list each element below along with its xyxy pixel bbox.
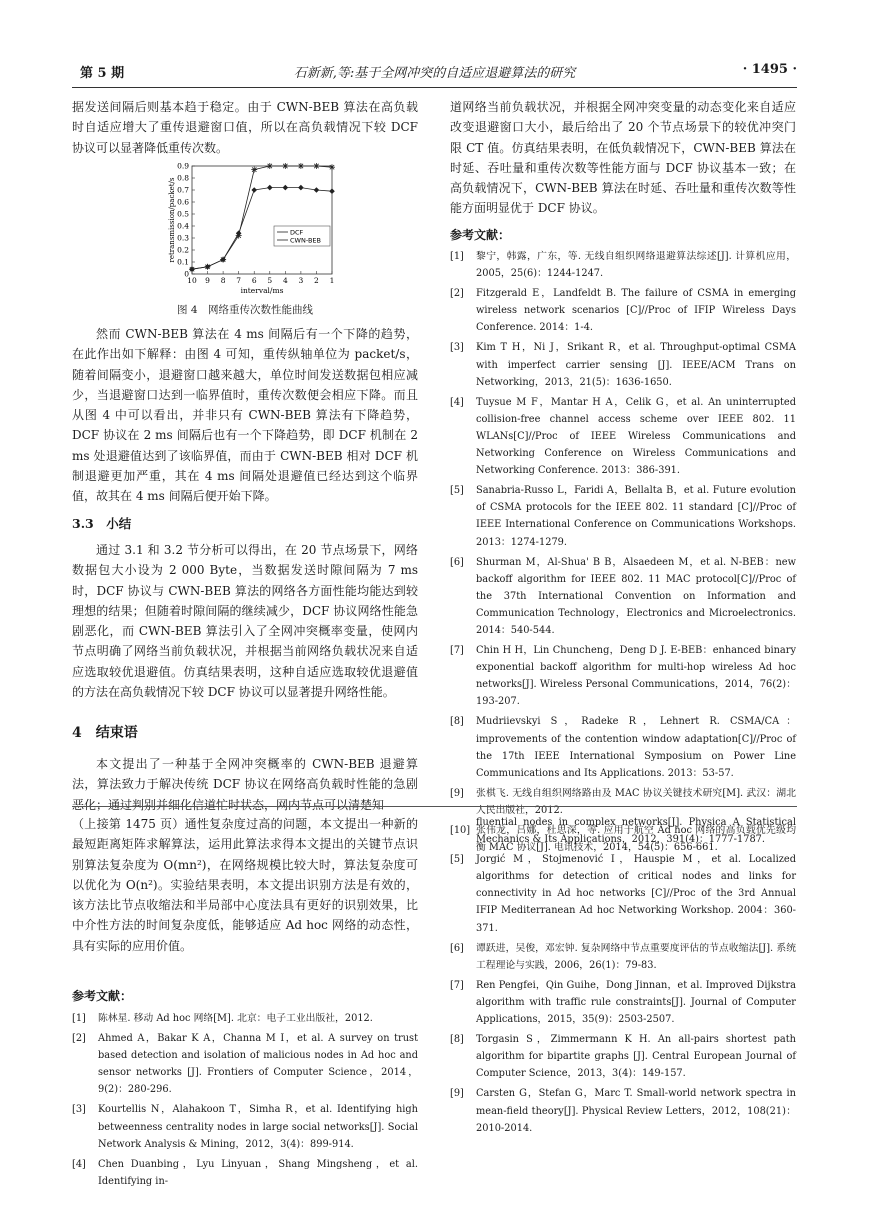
reference-number: [8]: [450, 1034, 464, 1046]
reference-number: [3]: [450, 342, 464, 354]
x-tick-label: 10: [187, 276, 197, 285]
reference-item: [450, 339, 796, 390]
reference-item: [450, 642, 796, 710]
y-tick-label: 0.1: [177, 257, 189, 267]
reference-number: [1]: [450, 251, 464, 262]
y-tick-label: 0.9: [177, 161, 189, 171]
cwn-beb-point: [267, 185, 273, 191]
cwn-beb-point: [251, 187, 257, 193]
dcf-point: [267, 163, 273, 169]
reference-text: Torgasin S，Zimmermann K H. An all-pairs shortest path algorithm for bipartite graphs [J]. Central European Journal of Computer Science，2013，3(4)：149-157.: [476, 1034, 796, 1080]
reference-item: [72, 1156, 418, 1190]
reference-number: [1]: [72, 1013, 86, 1024]
reference-item: [450, 554, 796, 639]
reference-text: Ahmed A，Bakar K A，Channa M I，et al. A survey on trust based detection and isolation of malicious nodes in Ad hoc and sensor networks [J]. Frontiers of Computer Science，2014，9(2)：280-296.: [98, 1033, 418, 1096]
reference-number: [9]: [450, 787, 464, 799]
reference-text: Carsten G，Stefan G，Marc T. Small-world network spectra in mean-field theory[J]. Physical Review Letters，2012，108(21)：2010-2014.: [476, 1088, 796, 1134]
reference-item: [450, 248, 796, 282]
reference-number: [5]: [450, 854, 464, 866]
reference-item: [450, 285, 796, 336]
y-tick-label: 0.4: [177, 221, 189, 231]
reference-text: Kim T H，Ni J，Srikant R，et al. Throughput-optimal CSMA with imperfect carrier sensing [J]. IEEE/ACM Trans on Networking，2013，21(5)：1636-1650.: [476, 342, 796, 388]
references-title: 参考文献：: [450, 228, 511, 242]
reference-text: Ren Pengfei，Qin Guihe，Dong Jinnan，et al. Improved Dijkstra algorithm with traffic rule constraints[J]. Journal of Computer Applications，2015，35(9)：2503-2507.: [476, 979, 796, 1026]
section-3-3-heading: 3.3 小结: [72, 516, 132, 531]
y-tick-label: 0.7: [177, 185, 189, 195]
reference-item: [450, 977, 796, 1028]
reference-number: [3]: [72, 1104, 86, 1116]
reference-text: Chin H H，Lin Chuncheng，Deng D J. E-BEB：enhanced binary exponential backoff algorithm for multi-hop wireless Ad hoc networks[J]. Wireless Personal Communications，2014，76(2)：193-207.: [476, 645, 796, 708]
x-tick-label: 9: [205, 276, 210, 285]
references-list: [450, 248, 796, 859]
reference-number: [7]: [450, 645, 464, 657]
series-line-dcf: [192, 166, 332, 269]
reference-number: [10]: [450, 825, 471, 836]
legend-label: CWN-BEB: [290, 236, 321, 245]
right-paragraph-1: 道网络当前负载状况，并根据全网冲突变量的动态变化来自适应改变退避窗口大小，最后给出了 20 个节点场景下的较优冲突门限 CT 值。仿真结果表明，在低负载情况下，CWN-BEB 算法在时延、吞吐量和重传次数等性能方面与 DCF 协议基本一致；在高负载情况下，CWN-BEB 算法在时延、吞吐量和重传次数等性能方面明显优于 DCF 协议。: [450, 100, 796, 216]
figure-caption: 图 4 网络重传次数性能曲线: [176, 304, 314, 316]
cwn-beb-point: [329, 188, 335, 194]
x-tick-label: 5: [267, 276, 273, 285]
reference-item: [450, 1031, 796, 1082]
reference-number: [5]: [450, 485, 464, 497]
x-tick-label: 1: [329, 276, 335, 285]
reference-text: Fitzgerald E，Landfeldt B. The failure of CSMA in emerging wireless network scenarios [C]//Proc of IFIP Wireless Days Conference. 2014：1-4.: [476, 288, 796, 334]
reference-item: [450, 814, 796, 848]
reference-item: [450, 713, 796, 781]
section-4-heading: 4 结束语: [72, 725, 138, 741]
x-tick-label: 4: [282, 276, 288, 285]
x-tick-label: 2: [314, 276, 319, 285]
article-divider: [72, 806, 797, 807]
reference-number: [6]: [450, 556, 464, 568]
x-tick-label: 7: [236, 276, 242, 285]
reference-text: 谭跃进，吴俊，邓宏钟. 复杂网络中节点重要度评估的节点收缩法[J]. 系统工程理论与实践，2006，26(1)：79-83.: [476, 942, 796, 971]
page-number: · 1495 ·: [742, 62, 797, 77]
reference-text: Shurman M，Al-Shua' B B，Alsaedeen M，et al. N-BEB：new backoff algorithm for IEEE 802. 11 MAC protocol[C]//Proc of the 37th International Convention on Information and Communication Technology，Electronics and Microelectronics. 2014：540-544.: [476, 556, 796, 636]
references-list-3: [450, 814, 796, 1140]
page-header: [72, 62, 797, 84]
continued-paragraph: （上接第 1475 页）通性复杂度过高的问题，本文提出一种新的最短距离矩阵求解算法，运用此算法求得本文提出的关键节点识别算法复杂度为 O(mn²)，在网络规模比较大时，算法复杂度可以优化为 O(n²)。实验结果表明，本文提出识别方法是有效的，该方法比节点收缩法和半局部中心度法具有更好的识别效果，比中介性方法的时间复杂度低，能够适应 Ad hoc 网络的动态性，具有实际的应用价值。: [72, 817, 418, 953]
y-tick-label: 0.6: [177, 197, 189, 207]
legend-label: DCF: [290, 228, 304, 237]
reference-number: [9]: [450, 1088, 464, 1100]
dcf-point: [298, 163, 304, 169]
dcf-point: [329, 164, 335, 170]
reference-text: 陈林星. 移动 Ad hoc 网络[M]. 北京：电子工业出版社，2012.: [98, 1013, 373, 1024]
cwn-beb-point: [283, 185, 289, 191]
x-tick-label: 3: [298, 276, 304, 285]
reference-text: 张伟龙，吕娜，杜思深，等. 应用于航空 Ad hoc 网络的高负载优先级均衡 MAC 协议[J]. 电讯技术，2014，54(5)：656-661.: [476, 825, 796, 854]
cwn-beb-point: [298, 185, 304, 191]
left-paragraph-1: 据发送间隔后则基本趋于稳定。由于 CWN-BEB 算法在高负载时自适应增大了重传退避窗口值，所以在高负载情况下较 DCF 协议可以显著降低重传次数。: [72, 100, 418, 155]
y-axis-label: retransmission/packet/s: [168, 177, 176, 263]
reference-item: [450, 851, 796, 936]
reference-text: Sanabria-Russo L，Faridi A，Bellalta B，et al. Future evolution of CSMA protocols for the IEEE 802. 11 standard [C]//Proc of IEEE International Conference on Communications Workshops. 2013：1274-1279.: [476, 485, 796, 548]
reference-text: Mudriievskyi S，Radeke R，Lehnert R. CSMA/CA：improvements of the contention window adaptation[C]//Proc of the 17th IEEE International Symposium on Power Line Communications and Its Applications. 2013：53-57.: [476, 716, 796, 779]
y-tick-label: 0.3: [177, 233, 189, 243]
retransmission-chart: [170, 162, 340, 302]
reference-number: [2]: [450, 288, 464, 300]
reference-text: fluential nodes in complex networks[J]. Physica A Statistical Mechanics & Its Applications，2012，391(4)：1777-1787.: [476, 817, 796, 846]
x-tick-label: 8: [220, 276, 226, 285]
left-paragraph-2: 然而 CWN-BEB 算法在 4 ms 间隔后有一个下降的趋势，在此作出如下解释：由图 4 可知，重传纵轴单位为 packet/s，随着间隔变小，退避窗口越来越大，单位时间发送数据包相应减少，当退避窗口达到一临界值时，重传次数便会相应下降。而且从图 4 中可以看出，并非只有 CWN-BEB 算法有下降趋势，DCF 协议在 2 ms 间隔后也有一个下降趋势，即 DCF 机制在 2 ms 处退避值达到了该临界值，而由于 CWN-BEB 相对 DCF 机制退避更加严重，其在 4 ms 间隔处退避值已经达到这个临界值，故其在 4 ms 间隔后便开始下降。: [72, 327, 418, 504]
reference-number: [4]: [450, 396, 464, 408]
reference-text: Kourtellis N，Alahakoon T，Simha R，et al. Identifying high betweenness centrality nodes in large social networks[J]. Social Network Analysis & Mining，2012，3(4)：899-914.: [98, 1104, 418, 1150]
reference-item: [450, 940, 796, 974]
y-tick-label: 0: [184, 269, 189, 279]
left-paragraph-3: 通过 3.1 和 3.2 节分析可以得出，在 20 节点场景下，网络数据包大小设为 2 000 Byte，当数据发送时隙间隔为 7 ms 时，DCF 协议与 CWN-BEB 算法的网络各方面性能均能达到较理想的结果；但随着时隙间隔的继续减少，DCF 协议网络性能急剧恶化，而 CWN-BEB 算法引入了全网冲突概率变量，使网内节点明确了网络当前负载状况，并根据当前网络负载状况来自适应选取较优退避值。仿真结果表明，这种自适应选取较优退避值的方法在高负载情况下较 DCF 协议可以显著提升网络性能。: [72, 543, 418, 700]
left-paragraph-4: 本文提出了一种基于全网冲突概率的 CWN-BEB 退避算法，算法致力于解决传统 DCF 协议在网络高负载时性能的急剧恶化；通过判别并细化信道忙时状态，网内节点可以清楚知: [72, 757, 418, 812]
dcf-point: [313, 163, 319, 169]
reference-item: [72, 1101, 418, 1152]
reference-text: Chen Duanbing，Lyu Linyuan，Shang Mingsheng，et al. Identifying in-: [98, 1158, 418, 1187]
reference-number: [2]: [72, 1033, 86, 1045]
dcf-point: [282, 163, 288, 169]
references-title-2: 参考文献：: [72, 989, 133, 1003]
reference-number: [8]: [450, 716, 464, 728]
reference-text: Tuysue M F，Mantar H A，Celik G，et al. An uninterrupted collision-free channel access scheme over IEEE 802. 11 WLANs[C]//Proc of IEEE Wireless Communications and Networking Conference on Wireless Communications and Networking Conference. 2013：386-391.: [476, 396, 796, 477]
header-rule: [72, 87, 797, 88]
dcf-point: [251, 167, 257, 173]
reference-item: [450, 394, 796, 479]
y-tick-label: 0.2: [177, 245, 189, 255]
references-list-2: [72, 1010, 418, 1193]
reference-item: [450, 482, 796, 550]
reference-text: Jorgić M，Stojmenović I，Hauspie M，et al. Localized algorithms for detection of critical nodes and links for connectivity in Ad hoc networks [C]//Proc of the 3rd Annual IFIP Mediterranean Ad hoc Networking Workshop. 2004：360-371.: [476, 854, 796, 934]
issue-number: 第 5 期: [80, 66, 125, 81]
figure-4: [170, 162, 340, 312]
reference-item: [450, 1085, 796, 1136]
y-tick-label: 0.8: [177, 173, 189, 183]
reference-text: 张棋飞. 无线自组织网络路由及 MAC 协议关键技术研究[M]. 武汉：湖北人民出版社，2012.: [476, 787, 796, 816]
x-axis-label: interval/ms: [240, 286, 284, 295]
reference-text: 黎宁，韩露，广东，等. 无线自组织网络退避算法综述[J]. 计算机应用，2005，25(6)：1244-1247.: [476, 251, 796, 280]
y-tick-label: 0.5: [177, 209, 189, 219]
reference-number: [4]: [72, 1158, 86, 1170]
cwn-beb-point: [314, 187, 320, 193]
cwn-beb-point: [236, 230, 242, 236]
reference-item: [72, 1030, 418, 1098]
plot-frame: [192, 166, 332, 274]
reference-number: [7]: [450, 979, 464, 991]
reference-number: [6]: [450, 942, 464, 954]
running-title: 石新新,等:基于全网冲突的自适应退避算法的研究: [293, 66, 576, 81]
x-tick-label: 6: [251, 276, 257, 285]
reference-item: [72, 1010, 418, 1027]
